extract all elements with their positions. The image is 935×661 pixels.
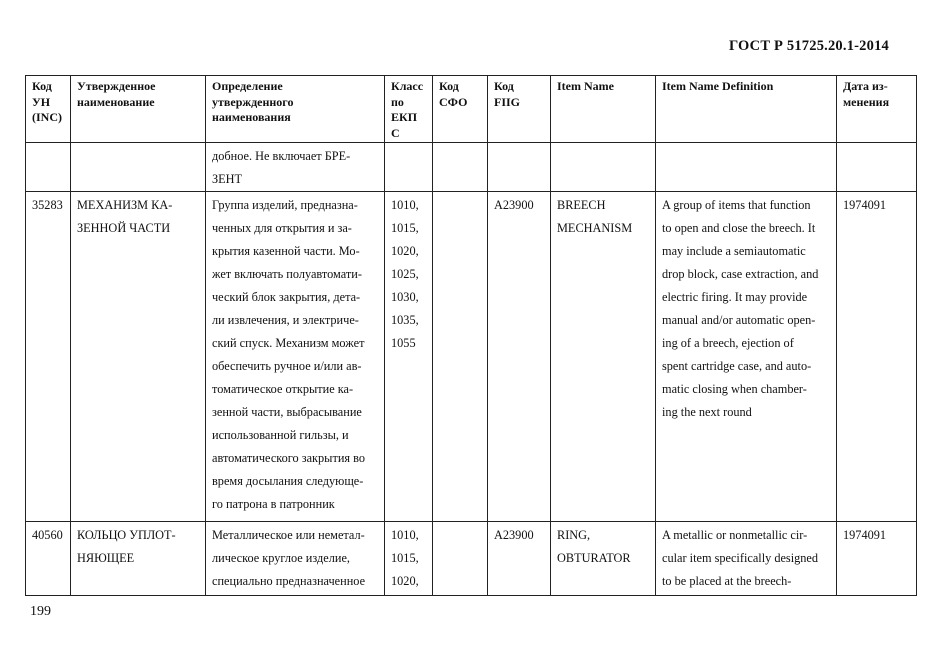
cell-item-definition: A metallic or nonmetallic cir- cular item specifically designed to be placed at the breech- bbox=[656, 522, 837, 596]
cell-item-definition bbox=[656, 143, 837, 192]
cell-sfo bbox=[433, 192, 488, 522]
cell-item-definition: A group of items that function to open and close the breech. It may include a semiautomatic drop block, case extraction, and electric firing. It may provide manual and/or automatic open- ing of a breech, ejection of spent cartridge case, and auto- matic closing when chamber- ing the next round bbox=[656, 192, 837, 522]
cell-approved-name bbox=[71, 143, 206, 192]
header-item-name-definition: Item Name Definition bbox=[656, 76, 837, 143]
page-number: 199 bbox=[30, 604, 51, 619]
header-approved-name: Утвержденное наименование bbox=[71, 76, 206, 143]
cell-date: 1974091 bbox=[837, 522, 917, 596]
table-row bbox=[26, 522, 917, 596]
nomenclature-table bbox=[25, 75, 917, 596]
header-approved-name-definition: Определение утвержденного наименования bbox=[206, 76, 385, 143]
cell-class bbox=[385, 143, 433, 192]
cell-date: 1974091 bbox=[837, 192, 917, 522]
cell-class: 1010, 1015, 1020, bbox=[385, 522, 433, 596]
cell-item-name: RING, OBTURATOR bbox=[551, 522, 656, 596]
cell-item-name: BREECH MECHANISM bbox=[551, 192, 656, 522]
header-inc: Код УН (INC) bbox=[26, 76, 71, 143]
cell-inc bbox=[26, 143, 71, 192]
document-standard-number: ГОСТ Р 51725.20.1-2014 bbox=[728, 38, 889, 54]
header-item-name: Item Name bbox=[551, 76, 656, 143]
cell-inc: 40560 bbox=[26, 522, 71, 596]
cell-sfo bbox=[433, 522, 488, 596]
cell-definition: Металлическое или неметал- лическое круглое изделие, специально предназначенное bbox=[206, 522, 385, 596]
table-row bbox=[26, 143, 917, 192]
header-class: Класс по ЕКП С bbox=[385, 76, 433, 143]
cell-inc: 35283 bbox=[26, 192, 71, 522]
cell-approved-name: МЕХАНИЗМ КА- ЗЕННОЙ ЧАСТИ bbox=[71, 192, 206, 522]
cell-definition: добное. Не включает БРЕ- ЗЕНТ bbox=[206, 143, 385, 192]
table-header-row bbox=[26, 76, 917, 143]
cell-item-name bbox=[551, 143, 656, 192]
cell-sfo bbox=[433, 143, 488, 192]
cell-fiig bbox=[488, 143, 551, 192]
cell-fiig: A23900 bbox=[488, 522, 551, 596]
cell-class: 1010, 1015, 1020, 1025, 1030, 1035, 1055 bbox=[385, 192, 433, 522]
cell-definition: Группа изделий, предназна- ченных для открытия и за- крытия казенной части. Мо- жет включать полуавтомати- ческий блок закрытия, дета- ли извлечения, и электриче- ский спуск. Механизм может обеспечить ручное и/или ав- томатическое открытие ка- зенной части, выбрасывание использованной гильзы, и автоматического закрытия во время досылания следующе- го патрона в патронник bbox=[206, 192, 385, 522]
cell-fiig: A23900 bbox=[488, 192, 551, 522]
header-fiig: Код FIIG bbox=[488, 76, 551, 143]
cell-approved-name: КОЛЬЦО УПЛОТ- НЯЮЩЕЕ bbox=[71, 522, 206, 596]
header-change-date: Дата из- менения bbox=[837, 76, 917, 143]
table-row bbox=[26, 192, 917, 522]
header-sfo: Код СФО bbox=[433, 76, 488, 143]
cell-date bbox=[837, 143, 917, 192]
